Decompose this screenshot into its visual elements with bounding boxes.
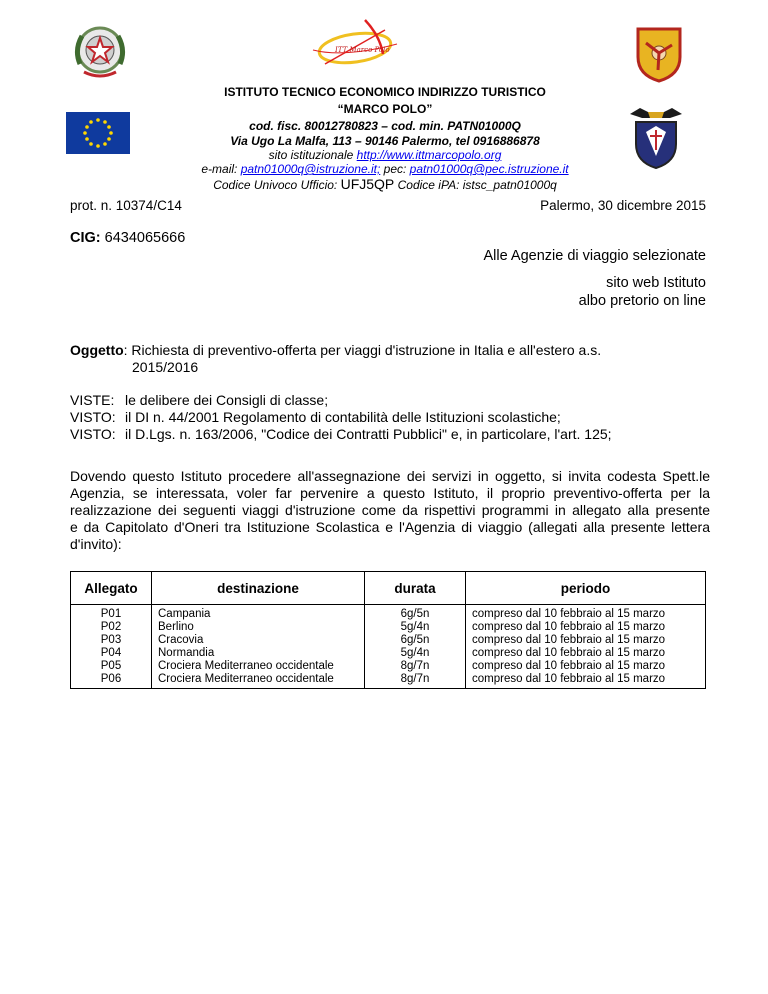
cell-periodo: compreso dal 10 febbraio al 15 marzo [466,634,706,647]
site-line [150,148,620,162]
pec-label: pec: [380,162,410,176]
cig-value: 6434065666 [104,230,186,246]
table-row [71,634,706,647]
table-header-row [71,572,706,605]
body-line: realizzazione dei seguenti viaggi d'istruzione come da rispettivi programmi in allegato alla presente [70,502,710,518]
table-row [71,621,706,634]
recipient-website: sito web Istituto [606,275,706,291]
codes-ipa-line [150,176,620,192]
recipient-albo: albo pretorio on line [578,293,706,309]
table-row [71,605,706,622]
body-line: d'invito): [70,536,122,552]
cell-destinazione: Cracovia [152,634,365,647]
cell-periodo: compreso dal 10 febbraio al 15 marzo [466,660,706,673]
premise-3 [70,426,612,443]
protocol-number: prot. n. 10374/C14 [70,198,182,213]
email-link[interactable]: patn01000q@istruzione.it; [240,162,381,176]
cell-periodo: compreso dal 10 febbraio al 15 marzo [466,673,706,689]
subject-line [70,342,710,359]
cell-durata: 5g/4n [365,647,466,660]
school-name-text: ISTITUTO TECNICO ECONOMICO INDIRIZZO TURISTICO [224,85,546,99]
header-durata: durata [365,572,466,605]
premise-text: le delibere dei Consigli di classe; [125,392,329,408]
body-paragraph [70,468,710,553]
cig-label: CIG: [70,230,101,246]
subject-text-continued: 2015/2016 [132,359,199,375]
contacts-line [140,162,630,176]
premise-label: VISTO: [70,409,116,425]
header-periodo: periodo [466,572,706,605]
cell-allegato: P01 [71,605,152,622]
subject-label: Oggetto [70,342,124,358]
palermo-province-coat-of-arms-icon [626,104,686,172]
site-link[interactable]: http://www.ittmarcopolo.org [356,148,502,162]
cell-durata: 8g/7n [365,673,466,689]
header-allegato: Allegato [71,572,152,605]
cell-durata: 6g/5n [365,605,466,622]
body-line: Agenzia, se interessata, voler far pervenire a questo Istituto, il proprio preventivo-offerta per la [70,485,710,501]
premise-2 [70,409,561,426]
cell-durata: 8g/7n [365,660,466,673]
school-name-line2 [150,101,620,116]
site-label: sito istituzionale [268,148,357,162]
body-line: e da Capitolato d'Oneri tra Istituzione Scolastica e l'Agenzia di viaggio (allegati alla presente lettera [70,519,710,535]
table-row [71,647,706,660]
cell-destinazione: Normandia [152,647,365,660]
european-union-flag-icon [66,112,130,154]
premise-1 [70,392,328,409]
premise-label: VISTE: [70,392,115,408]
cell-durata: 5g/4n [365,621,466,634]
fiscal-codes-line: cod. fisc. 80012780823 – cod. min. PATN01000Q [249,119,521,133]
cell-periodo: compreso dal 10 febbraio al 15 marzo [466,647,706,660]
pec-link[interactable]: patn01000q@pec.istruzione.it [409,162,569,176]
ufficio-label: Codice Univoco Ufficio: [213,178,341,192]
cell-allegato: P03 [71,634,152,647]
cell-periodo: compreso dal 10 febbraio al 15 marzo [466,605,706,622]
body-line: Dovendo questo Istituto procedere all'assegnazione dei servizi in oggetto, si invita codesta Spett.le [70,468,710,484]
cell-allegato: P06 [71,673,152,689]
marco-polo-school-logo-icon [305,14,405,76]
cell-allegato: P04 [71,647,152,660]
address-line: Via Ugo La Malfa, 113 – 90146 Palermo, tel 0916886878 [230,134,540,148]
cell-durata: 6g/5n [365,634,466,647]
document-date: Palermo, 30 dicembre 2015 [540,198,706,213]
sicily-region-coat-of-arms-icon [634,25,684,83]
premise-label: VISTO: [70,426,116,442]
ipa-code: Codice iPA: istsc_patn01000q [394,178,557,192]
recipient-agencies: Alle Agenzie di viaggio selezionate [483,248,706,264]
subject-text: : Richiesta di preventivo-offerta per viaggi d'istruzione in Italia e all'estero a.s. [123,342,602,358]
cell-destinazione: Crociera Mediterraneo occidentale [152,673,365,689]
cell-allegato: P05 [71,660,152,673]
trips-table [70,571,706,689]
cell-destinazione: Berlino [152,621,365,634]
cell-allegato: P02 [71,621,152,634]
ufficio-code: UFJ5QP [340,176,395,192]
cig-line [70,230,185,246]
table-row [71,660,706,673]
cell-destinazione: Crociera Mediterraneo occidentale [152,660,365,673]
school-logo-text: ITT Marco Polo [335,46,390,54]
italian-republic-emblem-icon [70,20,130,82]
school-name-quoted: “MARCO POLO” [337,102,433,116]
cell-destinazione: Campania [152,605,365,622]
school-name-line1 [150,84,620,99]
premise-text: il D.Lgs. n. 163/2006, "Codice dei Contratti Pubblici" e, in particolare, l'art. 125; [125,426,612,442]
table-row [71,673,706,689]
header-destinazione: destinazione [152,572,365,605]
premise-text: il DI n. 44/2001 Regolamento di contabilità delle Istituzioni scolastiche; [125,409,561,425]
cell-periodo: compreso dal 10 febbraio al 15 marzo [466,621,706,634]
email-label: e-mail: [201,162,241,176]
